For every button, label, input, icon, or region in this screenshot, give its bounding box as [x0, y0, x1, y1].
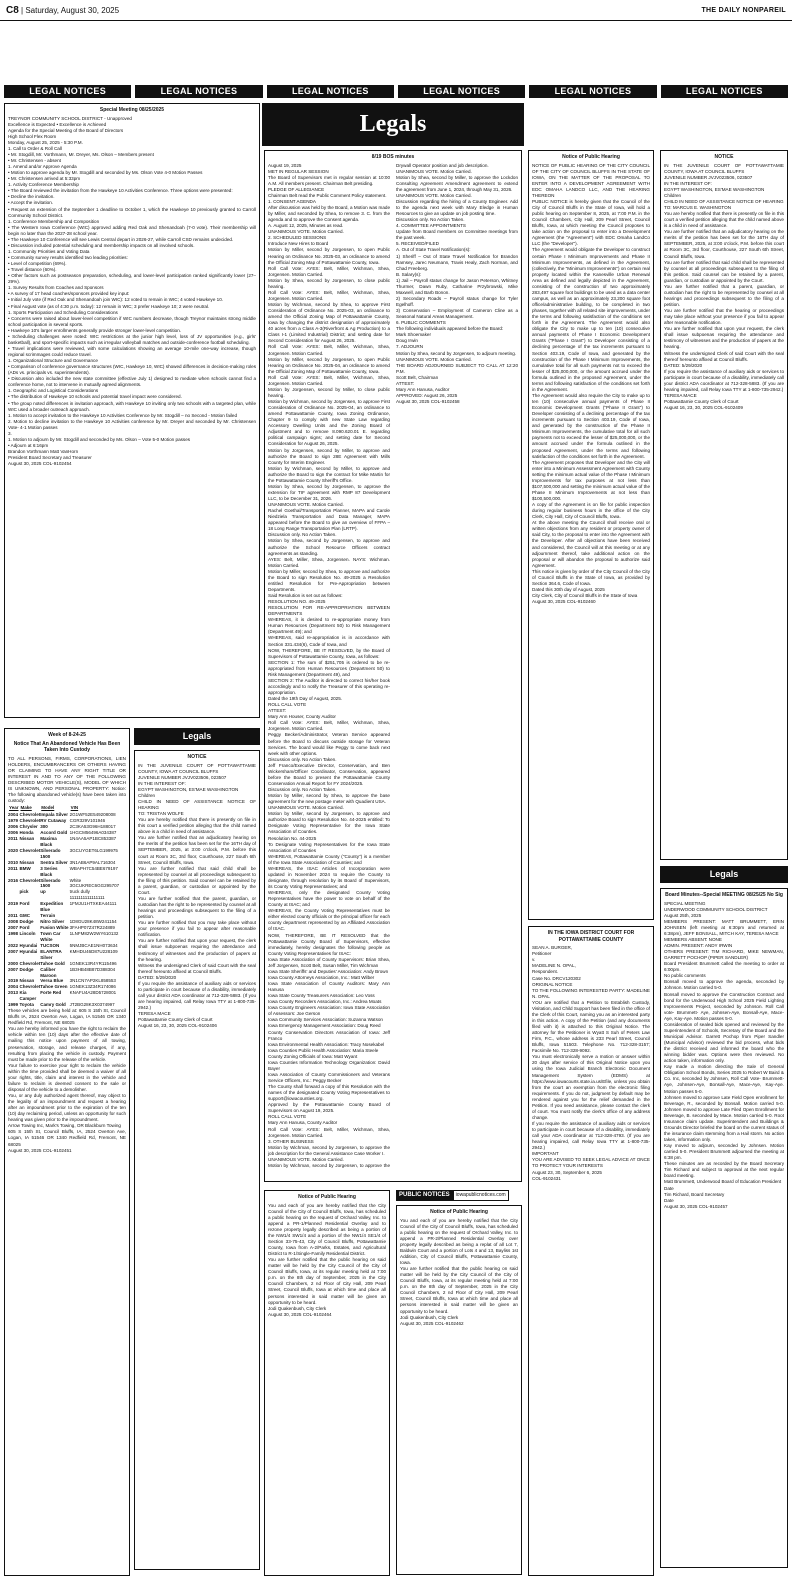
notice-title: Notice of Public Hearing: [430, 1209, 488, 1215]
table-cell: 2006: [8, 830, 19, 836]
masthead: [0, 0, 792, 20]
table-cell: 2022: [8, 942, 19, 948]
column-1-lower: [4, 728, 130, 1579]
notice-body: SEAN A. BURGER, Petitioner v. MADELINE N. OPAL, Respondent. Case No. DRCV120302 ORIGINAL NOTICE TO THE FOLLOWING INTERESTED PARTY: MADELINE N. OPAL YOU are notified that a Petition to Establish Custody, Visitation, and Child Support has been filed in the office of the Clerk of this Court, naming you as an interested party in this action. A copy of the Petition (and any documents filed with it) is attached to this Original Notice. The attorney for the Petitioner is Wyatt S Suh of Peters Law Firm, P.C., whose address is 233 Pearl Street, Council Bluffs, Iowa 51503. Telephone No. 712-328-3157; Facsimile No. 712-328-9092. You must electronically serve a motion or answer within 20 days after service of this Original Notice upon you using the Iowa Judicial Branch Electronic Document Management System (EDMS) at https://www.iowacourts.state.ia.us/Efile, unless you obtain from the court an exemption from the electronic filing requirements. If you do not, judgment by default may be rendered against you for the relief demanded in the Petition. If you need assistance, please contact the clerk of court. You must notify the clerk's office of any address change. If you require the assistance of auxiliary aids or services to participate in court because of a disability, immediately call your ADA coordinator at 712-328-4793. (If you are hearing impaired, call Relay Iowa TTY at 1-800-735-2942.) IMPORTANT YOU ARE ADVISED TO SEEK LEGAL ADVICE AT ONCE TO PROTECT YOUR INTERESTS August 23, 30, September 6, 2025 COL-9102431: [532, 945, 650, 1181]
table-cell: GMC: [19, 913, 31, 919]
table-cell: 1LNFM82W2WY610132: [69, 930, 119, 936]
notice-district-court: [528, 926, 654, 1576]
table-cell: KNAFU4A28D5728001: [69, 990, 117, 996]
newspaper-brand: THE DAILY NONPAREIL: [701, 6, 786, 14]
table-cell: WBAPH7C54BE679197: [69, 865, 118, 871]
table-row: [8, 866, 126, 878]
table-cell: truck dully 1111111111111111: [69, 889, 105, 901]
table-cell: 2007: [8, 925, 19, 931]
table-cell: 3N1AB6AP9AL716304: [69, 859, 116, 865]
table-cell: Nissan: [19, 859, 35, 865]
section-header: LEGAL NOTICES: [661, 85, 788, 98]
notice-body: IN THE JUVENILE COURT OF POTTAWATTAMIE COUNTY, IOWA AT COUNCIL BLUFFS JUVENILE NUMBER JVJV023506, 023507 IN THE INTEREST OF: EGYPT WASHINGTON, ES'MAE WASHINGTON Children CHILD IN NEED OF ASSISTANCE NOTICE OF HEARING TO: TRISTAN WOLFE You are hereby notified that there is presently on file in this court a verified petition alleging that the child named above is a child in need of assistance. You are further notified that an adjudicatory hearing on the merits of the petition has been set for the 16TH day of SEPTEMBER, 2025, at 3:00 o'clock, P.M. before this court at Room 3C, 3rd floor, Courthouse, 227 South 6th Street, Council Bluffs, Iowa. You are further notified that said child shall be represented by counsel at all proceedings subsequent to the filing of this petition. Said counsel can be retained by a parent, guardian, or custodian or appointed by the Court. You are further notified that the parent, guardian, or custodian has the right to be represented by counsel at all hearings and proceedings subsequent to the filing of a petition. You are further notified that you may take place without your presence if you fail to appear after reasonable notification. You are further notified that upon your request, the clerk shall issue subpoenas requiring the attendance and testimony of witnesses and the production of papers at the hearing. Witness the undersigned Clerk of said Court with the seal thereof hereunto affixed at Council Bluffs. DATED: 5/29/2020 If you require the assistance of auxiliary aids or services to participate in court because of a disability, immediately call your district ADA coordinator at 712-328-5883. (If you are hearing impaired, call Relay Iowa TTY at 1-800-735-2942.) TERESA MACE Pottawattamie County Clerk of Court August 16, 23, 30, 2025 COL-9102406: [138, 762, 256, 1029]
table-cell: BMW: [19, 865, 31, 871]
table-cell: KMHDU46D87U228109: [69, 948, 118, 954]
table-cell: Chrysler: [19, 824, 38, 830]
table-cell: 1999: [8, 1002, 19, 1008]
masthead-rule: [0, 20, 792, 21]
column-4-lower: [396, 1190, 522, 1579]
table-cell: Forte Red: [40, 990, 62, 996]
table-cell: White 3GCUKREC6GG295707: [69, 877, 120, 889]
table-cell: 3N1CN7AP2KL858553: [69, 978, 116, 984]
table-cell: Tahoe Green: [40, 984, 68, 990]
table-cell: CGR329V101946: [69, 818, 106, 824]
notice-development-hearing: [528, 150, 654, 920]
table-cell: Chevrolet: [19, 877, 41, 883]
notice-body: IN THE JUVENILE COURT OF POTTAWATTAMIE COUNTY, IOWA AT COUNCIL BLUFFS JUVENILE NUMBER JVJV023506, 023507 IN THE INTEREST OF: EGYPT WASHINGTON, ES'MAE WASHINGTON Children CHILD IN NEED OF ASSISTANCE NOTICE OF HEARING TO: MARCUS E. WASHINGTON You are hereby notified that there is presently on file in this court a verified petition alleging that the child named above is a child in need of assistance. You are further notified that an adjudicatory hearing on the merits of the petition has been set for the 16TH day of SEPTEMBER, 2025, at 3:00 o'clock, P.M. before this court at Room 3C, 3rd floor, Courthouse, 227 South 6th Street, Council Bluffs, Iowa. You are further notified that said child shall be represented by counsel at all proceedings subsequent to the filing of this petition. Said counsel can be retained by a parent, guardian, or custodian or appointed by the Court. You are further notified that a parent, guardian, or custodian has the right to be represented by counsel at all hearings and proceedings subsequent to the filing of a petition. You are further notified that the hearing or proceedings may take place without your presence if you fail to appear after reasonable notification. You are further notified that upon your request, the clerk shall issue subpoenas requiring the attendance and testimony of witnesses and the production of papers at the hearing. Witness the undersigned Clerk of said Court with the seal thereof hereunto affixed at Council Bluffs. DATED: 5/29/2020 If you require the assistance of auxiliary aids or services to participate in court because of a disability, immediately call your district ADA coordinator at 712-328-5883. (If you are hearing impaired, call Relay Iowa TTY at 1-800-735-2942.) TERESA MACE Pottawattamie County Clerk of Court August 16, 23, 30, 2025 COL-9102409: [664, 162, 784, 411]
table-cell: Silverado 1500: [40, 877, 61, 889]
legals-banner-small: Legals: [134, 728, 260, 745]
table-cell: 2019: [8, 978, 19, 984]
section-header: LEGAL NOTICES: [398, 85, 525, 98]
table-cell: Camry Gold: [40, 1002, 66, 1008]
table-cell: Kia: [19, 990, 27, 996]
notice-abandoned-vehicles: [4, 728, 130, 1576]
notice-body: August 19, 2025 MET IN REGULAR SESSION The Board of Supervisors met in regular session at 10:00 A.M. All members present. Chairman Belt presiding. PLEDGE OF ALLEGIANCE Chairman Belt read the Public Comment Policy statement. 1. CONSENT AGENDA After discussion was held by the Board, a Motion was made by Miller, and seconded by Shea, to remove 3. C. from the agenda and to approve the Consent agenda. A. August 12, 2025, Minutes as read. UNANIMOUS VOTE. Motion Carried. 2. SCHEDULED SESSIONS Introduce New Hires to Board Motion by Miller, second by Jorgensen, to open Public Hearing on Ordinance No. 2025-03, an ordinance to amend the Official Zoning Map of Pottawattamie County, Iowa. Roll Call Vote: AYES: Belt, Miller, Wichman, Shea, Jorgensen. Motion Carried. Motion by Shea, second by Jorgensen, to close public hearing. Roll Call Vote: AYES: Belt, Miller, Wichman, Shea, Jorgensen. Motion Carried. Motion by Wichman, second by Shea, to approve First Consideration of Ordinance No. 2025-03, an ordinance to amend the Official Zoning Map of Pottawattamie County, Iowa by changing the district designation of approximately 40 acres from a Class A-3(Riverfront & Ag Production) to a Class I-1 (Limited Industrial) District; and setting date for Second Consideration for August 26, 2025. Roll Call Vote: AYES: Belt, Miller, Wichman, Shea, Jorgensen. Motion Carried. Motion by Miller, second by Jorgensen, to open Public Hearing on Ordinance No. 2025-04, an ordinance to amend the Official Zoning Map of Pottawattamie County, Iowa. Roll Call Vote: AYES: Belt, Miller, Wichman, Shea, Jorgensen. Motion Carried. Motion by Jorgensen, second by Miller, to close public hearing. Motion by Wichman, second by Jorgensen, to approve First Consideration of Ordinance No. 2025-04, an ordinance to amend Pottawattamie County, Iowa Zoning Ordinance, Chapter 9 to comply with new State Law regarding Accessory Dwelling Units and the Zoning Board of Adjustment and to remove 8.090.620.01 E. regarding political campaign signs; and setting date for Second Consideration for August 26, 2025. Motion by Jorgensen, second by Miller, to approve and authorize the Board to sign 28E Agreement with Mills County for Interim Engineer. Motion by Wichman, second by Miller, to approve and authorize the Board to sign the contract for Mike Martin for the Pottawattamie County Sheriff's Office. Motion by Shea, second by Jorgensen, to approve the extension for TIF agreement with RMP 87 Development LLC, to be December 31, 2026. UNANIMOUS VOTE. Motion Carried. Rachel Goethal/Transportation Planner, MAPA and Carole Niedziela Transportation and Data Manager, MAPA appeared before the Board to give an overview of FFPA – 18 Long Range Transportation Plan (LRTP). Discussion only. No Action Taken. Motion by Shea, second by Jorgensen, to approve and authorize the School Resource Officers contract agreements as standing. AYES: Belt, Miller, Shea, Jorgensen. NAYS: Wichman. Motion Carried. Motion by Miller, second by Shea, to approve and authorize the Board to sign Resolution No. 49-2025 a Resolution entitled Resolution for Pre-Appropriation between Departments. Said Resolution is set out as follows: RESOLUTION NO. 49-2025 RESOLUTION FOR RE-APPROPRIATION BETWEEN DEPARTMENTS WHEREAS, it is desired to re-appropriate money from Human Resources (Department 50) to Risk Management (Department 49); and WHEREAS, said re-appropriation is in accordance with Section 331.434(6), Code of Iowa, and NOW, THEREFORE, BE IT RESOLVED, by the Board of Supervisors of Pottawattamie County, Iowa, as follows: SECTION 1: The sum of $251,705 is ordered to be re-appropriated from Human Resources (Department 50) to Risk Management (Department 49), and SECTION 2: The Auditor is directed to correct his/her book accordingly and to notify the Treasurer of this operating re-appropriation. Dated the 19th Day of August, 2025. ROLL CALL VOTE ATTEST: Mary Ann Houser, County Auditor Roll Call Vote: AYES: Belt, Miller, Wichman, Shea, Jorgensen. Motion Carried. Peggy Becker/Administrator, Veteran Service appeared before the Board to discuss outside storage for Veteran Services. The board would like Peggy to come back next week with other options. Discussion only. No Action Taken. Jeff Franco/Executive Director, Conservation, and Ben Wickersham/Officer Coordinator, Conservation, appeared before the Board to present the Pottawattamie County Conservation Annual Report for FY 2024/2025. Discussion only. No Action Taken. Motion by Miller, second by Shea, to approve the base agreement for the new postage meter with Quadient USA. UNANIMOUS VOTE. Motion Carried. Motion by Miller, second by Jorgensen, to approve and authorize Board to sign Resolution No. 44-2025 entitled: To Designate Voting Representative for the Iowa State Association of Counties. Resolution No. 44-2025 To Designate Voting Representatives for the Iowa State Association of Counties WHEREAS, Pottawattamie County ("County") is a member of the Iowa State Association of Counties; and WHEREAS, the ISAC Articles of Incorporation were updated in November 2024 to require the County to designate, through resolution by its Board of Supervisors, its County Voting Representatives; and WHEREAS, only the designated County Voting Representatives have the power to vote on behalf of the County at ISAC; and WHEREAS, the County Voting Representatives must be either elected county officials or the principal officer for each county department represented by an Affiliated Association of ISAC. NOW, THEREFORE, BE IT RESOLVED that the Pottawattamie County Board of Supervisors, effective immediately, hereby designates the following people as County Voting Representatives for ISAC: Iowa State Association of County Supervisors: Brian Shea, Jeff Jorgensen, Scott Belt, Susan Miller, Tim Wichman Iowa State Sheriffs' and Deputies' Association: Andy Brown Iowa County Attorneys Association, Inc.: Matt Wilber Iowa State Association of County Auditors: Mary Ann Hanusa Iowa State County Treasurers Association: Leo Voss Iowa County Recorders Association, Inc.: Andrea Moats Iowa County Engineers Association: Iowa State Association of Assessors: Joe Gerson Iowa Community Services Association: Suzanna Watson Iowa Emergency Management Association: Doug Reed County Conservation Directors Association of Iowa: Jeff Franco Iowa Environmental Health Association: Tracy Nosekabel Iowa Counties Public Health Association: Maria Steele County Zoning Officials of Iowa: Matt Wyant Iowa Counties Information Technology Organization: David Bayer Iowa Association of County Commissioners and Veterans Service Officers, Inc.: Peggy Becker The County shall forward a copy of this Resolution with the names of the designated County Voting Representatives to support@iowacounties.org. Approved by the Pottawattamie County Board of Supervisors on August 19, 2025. ROLL CALL VOTE Mary Ann Hanusa, County Auditor Roll Call Vote: AYES: Belt, Miller, Wichman, Shea, Jorgensen. Motion Carried. 3. OTHER BUSINESS Motion by Wichman, second by Jorgensen, to approve the job description for the General Assistance Case Worker I. UNANIMOUS VOTE. Motion Carried. Motion by Wichman, second by Jorgensen, to approve the Drywall Operator position and job description. UNANIMOUS VOTE. Motion Carried. Motion by Shea, second by Miller, to approve the Lockdon Consulting Agreement Amendment agreement to extend the agreement from June 1, 2024, through May 31, 2026. UNANIMOUS VOTE. Motion Carried. Discussion regarding the hiring of a County Engineer. Add to the agenda next week with Mary Eledge in Human Resources to give an update on job posting time. Discussion only. No Action Taken. 4. COMMITTEE APPOINTMENTS Update from Board members on Committee meetings from the past week. 5. RECEIVED/FILED A. Out of State Travel Notification(s): 1) Sheriff – Out of State Travel Notification for Brandon Ramsey, Jarec Neumann, Travis Healy, Zach Norman, and Chad Freeberg. B. Salary(s): 1) Jail – Payroll status change for Jason Peterson, Whitney Thurmer, Dawn Ruby, Catharine Przybrowski, Mike Maxwell, and Barb Bonon. 2) Secondary Roads – Payroll status change for Tyler Egelhoff. 3) Conservation – Employment of Cameron Cline as a Seasonal Natural Areas Management. 6. PUBLIC COMMENTS The following individuals appeared before the Board: Mark Shoemaker Doug Irwin 7. ADJOURN Motion by Shea, second by Jorgensen, to adjourn meeting. UNANIMOUS VOTE. Motion Carried. THE BOARD ADJOURNED SUBJECT TO CALL AT 12:20 P.M. Scott Belt, Chairman ATTEST: Mary Ann Hanusa, Auditor APPROVED: August 26, 2025 August 30, 2025 COL-9102458: [268, 162, 518, 1168]
table-cell: Nissan: [19, 835, 35, 841]
page-number: C8: [6, 4, 19, 16]
table-row: [8, 878, 126, 890]
table-cell: Silverado 1500: [40, 847, 61, 859]
table-cell: 2016: [8, 877, 19, 883]
table-cell: Sentra Silver: [40, 859, 68, 865]
notice-board-minutes: [660, 888, 788, 1568]
notice-body: You and each of you are hereby notified that the City Council of the City of Council Bluffs, Iowa, has scheduled a public hearing on the request of Orchard Valley, Inc. to append a PR-2/Planned Residential Overlay over property legally described as being a replat of all Lot 7, Baldwin Court and a portion of Lots 4 and 13, Bayliss 1st Addition, City of Council Bluffs, Pottawattamie County, Iowa. You are further notified that the public hearing on said matter will be held by the City Council of the City of Council Bluffs, Iowa, at its regular meeting held at 7:00 p.m. on the 8th day of September, 2025 in the City Council Chambers, 2 nd Floor of City Hall, 209 Pearl Street, Council Bluffs, Iowa at which time and place all persons interested in said matter will be given an opportunity to be heard. Jodi Quakenbush, City Clerk August 30, 2025 COL-9102462: [400, 1217, 518, 1326]
table-cell: 2004: [8, 812, 19, 818]
table-cell: 2006: [8, 824, 19, 830]
notice-public-hearing-b: [396, 1205, 522, 1575]
notice-body: NOTICE OF PUBLIC HEARING OF THE CITY COUNCIL OF THE CITY OF COUNCIL BLUFFS IN THE STATE OF IOWA, ON THE MATTER OF THE PROPOSAL TO ENTER INTO A DEVELOPMENT AGREEMENT WITH EDC OMAHA LANDCO LLC, AND THE HEARING THEREON PUBLIC NOTICE is hereby given that the Council of the City of Council Bluffs in the State of Iowa, will hold a public hearing on September 8, 2025, at 7:00 P.M. in the Council Chambers, City Hall, 209 Pearl Street, Council Bluffs, Iowa, at which meeting the Council proposes to take action on the proposal to enter into a Development Agreement (the "Agreement") with EDC Omaha LandCo LLC (the "Developer"). The Agreement would obligate the Developer to construct certain Phase I Minimum Improvements and Phase II Minimum Improvements, as defined in the Agreement, (collectively, the "Minimum Improvements") on certain real property located within the Kanesville Urban Renewal Area as defined and legally depicted in the Agreement, consisting of the construction of two approximately 283,497 square foot buildings to be used as a data center campus, as well as an approximately 23,200 square foot office/administrative building, to be completed in two phases, together with all related site improvements, under the terms and following satisfaction of the conditions set forth in the Agreement. The Agreement would also obligate the City to make up to ten (10) consecutive annual payments of Phase I Economic Development Grants ("Phase I Grant") to Developer consisting of a declining percentage of the tax increments pursuant to Section 403.19, Code of Iowa, and generated by the construction of the Phase I Minimum Improvements, the cumulative total for all such payments not to exceed the lesser of $25,000,000, or the amount accrued under the formula outlined in the proposed Agreement, under the terms and following satisfaction of the conditions set forth in the Agreement. The Agreement would also require the City to make up to ten (10) consecutive annual payments of Phase II Economic Development Grants ("Phase II Grant") to Developer consisting of a declining percentage of the tax increments pursuant to Section 403.19, Code of Iowa, and generated by the construction of the Phase II Minimum Improvements, the cumulative total for all such payments not to exceed the lesser of $25,000,000, or the amount accrued under the formula outlined in the proposed Agreement, under the terms and following satisfaction of the conditions set forth in the Agreement. The Agreement proposes that Developer and the City will enter into a Minimum Assessment Agreement with County setting the minimum actual value of the Phase I Minimum Improvements for tax purposes at not less than $107,500,000 and setting the minimum actual value of the Phase II Minimum Improvements at not less than $100,500,000. A copy of the Agreement is on file for public inspection during regular business hours in the office of the City Clerk, City Hall, City of Council Bluffs, Iowa. At the above meeting the Council shall receive oral or written objections from any resident or property owner of said City, to the proposal to enter into the Agreement with the Developer. After all objections have been received and considered, the Council will at this meeting or at any adjournment thereof, take additional action on the proposal or will abandon the proposal to authorize said Agreement. This notice is given by order of the City Council of the City of Council Bluffs in the State of Iowa, as provided by Section 364.6, Code of Iowa. Dated this 30th day of August, 2025 City Clerk, City of Council Bluffs in the State of Iowa August 30, 2025 COL-9102460: [532, 162, 650, 605]
table-cell: Town Car White: [40, 930, 61, 942]
notice-body: These vehicles are being held at: 605 S 15th St, Council Bluffs IA, 2524 Overton Ave, Logan, IA 51546 OR 1340 Redfield Rd, Fremont, NE 68025 You are hereby informed you have the right to reclaim the vehicle within ten (10) days after the effective date of mailing this notice upon payment of all towing, preservation, storage, and release charges, if any, resulting from placing the vehicle in custody. Payment must be made prior to the release of the vehicle. Your failure to exercise your right to reclaim the vehicle within the time provided shall be deemed a waiver of all your rights, title, claim and interest in the vehicle and failure to reclaim is deemed consent to the sale or disposal of the vehicle to a demolisher. You, or any duly authorized agent thereof, may object to the legality of an impoundment and request a hearing after an impoundment prior to the expiration of the ten (10) day reclaiming period, unless an opportunity for such hearing was given prior to the impoundment. Arrow Towing Inc, Mark's Towing, OR Blackburn Towing 605 S 15th St, Council Bluffs, IA, 2524 Overton Ave, Logan, IA 51546 OR 1340 Redfield Rd, Fremont, NE 68025 August 30, 2025 COL-9102451: [8, 1008, 126, 1153]
table-cell: 1GNEK13Z34R174086: [69, 984, 116, 990]
table-cell: Nissan: [19, 978, 35, 984]
notice-bos-minutes: [264, 150, 522, 1182]
notice-title: Notice of Public Hearing: [562, 154, 620, 160]
table-cell: 3FAHP07Z47R224889: [69, 925, 115, 931]
table-cell: 2020: [8, 847, 19, 853]
table-cell: Terrain: [40, 913, 56, 919]
notice-juvenile-tristan: [134, 750, 260, 1570]
col-header: Model: [41, 805, 55, 811]
table-row: [8, 901, 126, 913]
public-notices-bar: [396, 1190, 522, 1201]
table-cell: 1D8GU28K48W241154: [69, 919, 117, 925]
table-cell: Dodge: [19, 919, 34, 925]
table-cell: Chevrolet: [19, 812, 41, 818]
column-3-4: [264, 150, 522, 1185]
dateline: Saturday, August 30, 2025: [25, 5, 120, 15]
table-cell: Versa Blue: [40, 978, 64, 984]
table-cell: 2C3KA53G96H188017: [69, 824, 116, 830]
table-cell: Nitro Silver: [40, 919, 65, 925]
table-cell: Chevrolet: [19, 960, 41, 966]
notice-title: Board Minutes--Special MEETING 08/25/25 No Sig: [665, 892, 783, 898]
table-cell: Toyota: [19, 1002, 34, 1008]
table-cell: 2000: [8, 960, 19, 966]
table-cell: ELANTRA Silver: [40, 948, 62, 960]
table-cell: Accord Gold: [40, 830, 68, 836]
table-cell: 3 Series Black: [40, 865, 58, 877]
table-cell: 2011: [8, 913, 18, 919]
public-notices-url[interactable]: iowapublicnotices.com: [453, 1190, 509, 1201]
notice-body: You and each of you are hereby notified that the City Council of the City of Council Bluffs, Iowa, has scheduled a public hearing on the request of Orchard Valley, Inc. to append a PR-1/Planned Residential Overlay and to rezone property legally described as being a portion of the NW1/4 SW1/4 and a portion of the NW1/4 SE1/4 of Section 33-75-43, City of Council Bluffs, Pottawattamie County, Iowa from A-2/Parks, Estates, and Agricultural District to R-1/Single-Family Residential District. You are further notified that the public hearing on said matter will be held by the City Council of the City of Council Bluffs, Iowa, at its regular meeting held at 7:00 p.m. on the 8th day of September, 2025 in the City Council Chambers, 2 nd Floor of City Hall, 209 Pearl Street, Council Bluffs, Iowa at which time and place all persons interested in said matter will be given an opportunity to be heard. Jodi Quakenbush, City Clerk August 30, 2025 COL-9102464: [268, 1202, 386, 1317]
table-cell: Chevrolet: [19, 818, 41, 824]
section-header: LEGAL NOTICES: [267, 85, 394, 98]
table-cell: 2007: [8, 948, 19, 954]
legals-banner-small: Legals: [660, 866, 788, 883]
section-header: LEGAL NOTICES: [135, 85, 262, 98]
table-cell: Hyundai: [19, 948, 38, 954]
notice-body: TREYNOR COMMUNITY SCHOOL DISTRICT - Unapproved Excellence is Expected • Excellence is Achieved Agenda for the Special Meeting of the Board of Directors High School Flex Room Monday, August 25, 2025 - 5:30 P.M. 1. Call to Order & Roll Call • Mr. Stogdill, Mr. Vorthmann, Mr. Dreyer, Ms. Olson – Members present • Mr. Christensen - absent 1. Amend and/or Approve Agenda • Motion to approve agenda by Mr. Stogdill and seconded by Ms. Olson Vote 4-0 Motion Passes • Mr. Christensen arrived at 5:33pm 1. Activity Conference Membership • The Board reviewed the invitation from the Hawkeye 10 Activities Conference. Three options were presented: • Decline the invitation. • Accept the invitation. • Request an extension of the September 1 deadline to October 1, which the Hawkeye 10 previously granted to Carroll Community School District. 1. Conference Membership and Composition • The Western Iowa Conference (WIC) approved adding Red Oak and Shenandoah (7-0 vote). Their membership will begin no later than the 2027-28 school year. • The Hawkeye 10 Conference will see Lewis Central depart in 2026-27, while Carroll CSD remains undecided. • Discussion included potential scheduling and membership impacts on all involved schools. 1. Community Priorities and Voting Data • Community survey results identified two leading priorities: • Level of competition (69%). • Travel distance (60%). • Other factors such as postseason preparation, scheduling, and lower-level participation ranked significantly lower (27–29%). 1. Survey Results from Coaches and Sponsors • A survey of 17 head coaches/sponsors provided key input: • Initial July vote (if Red Oak and Shenandoah join WIC): 12 voted to remain in WIC; 4 voted Hawkeye 10. • Final August vote (as of 4:30 p.m. today): 12 remain in WIC; 3 prefer Hawkeye 10; 2 were neutral. 1. Sports Participation and Scheduling Considerations • Concerns were raised about lower-level competition if WIC numbers decrease, though Treynor maintains strong middle school participation in several sports. • Hawkeye 10's larger enrollments generally provide stronger lower-level competition. • Scheduling challenges were noted: WIC restrictions at the junior high level, loss of JV opportunities (e.g., girls' basketball), and sport-specific impacts such as irregular volleyball matches and outside-conference football scheduling. • Travel implications were reviewed, with some calculations showing an average 10-mile one-way increase, though regional scrimmages could reduce travel. 1. Organizational Structure and Governance • Comparison of conference governance structures (WIC, Hawkeye 10, WIC) showed differences in decision-making roles (ADs vs. principals vs. superintendents). • Discussion also included the new state committee (effective July 1) designed to mediate when schools cannot find a conference home, not to intervene in mutually agreed alignments. 1. Geographic and Logistical Considerations • The distribution of Hawkeye 10 schools and potential travel impact were considered. • The group noted differences in invitation approach, with Hawkeye 10 inviting only two schools with a targeted plan, while WIC used a broader outreach approach. 1. Motion to accept invitation to the Hawkeye 10 Activities Conference by Mr. Stogdill – no Second - Motion failed 2. Motion to decline invitation to the Hawkeye 10 Activities conference by Mr. Dreyer and seconded by Mr. Christensen Vote- 4-1 Motion passes 3. 1. Motion to adjourn by Mr. Stogdill and seconded by Ms. Olson – Vote 5-0 Motion passes • Adjourn at 6:16pm Brandon Vorthmann Matt VanHorn President Board Secretary and Treasurer August 30, 2025 COL-9102454: [8, 115, 256, 467]
table-row: [8, 848, 126, 860]
notice-title: Notice of Public Hearing: [298, 1194, 356, 1200]
notice-title: IN THE IOWA DISTRICT COURT FOR POTTAWATTAMIE COUNTY: [547, 930, 635, 943]
table-cell: Fusion White: [40, 925, 69, 931]
table-cell: 300: [40, 824, 48, 830]
table-cell: up: [40, 889, 46, 895]
table-cell: RV Cutaway: [40, 818, 67, 824]
notice-week: Week of 8-24-25: [48, 732, 86, 738]
column-1: [4, 103, 260, 723]
table-cell: 1GNEK13R4YR115496: [69, 960, 117, 966]
table-cell: Expedition Blue: [40, 901, 64, 913]
table-cell: pick: [19, 889, 29, 895]
table-cell: Maxima Black: [40, 835, 57, 847]
table-cell: 2013: [8, 990, 19, 996]
col-header: Year: [9, 805, 19, 811]
table-cell: 2008: [8, 919, 19, 925]
table-cell: Tahoe Gold: [40, 960, 65, 966]
table-row: [8, 931, 126, 943]
table-cell: Caliber Maroon: [40, 966, 57, 978]
table-cell: 2G1WF52E549208008: [69, 812, 116, 818]
notice-public-hearing-a: [264, 1190, 390, 1576]
masthead-left: C8 | Saturday, August 30, 2025: [6, 4, 120, 16]
table-cell: 1998: [8, 930, 19, 936]
column-3-lower: [264, 1190, 390, 1579]
vehicle-rows: [8, 812, 126, 1008]
table-cell: 1B3HB48B87D388304: [69, 966, 116, 972]
table-cell: Hyundai: [19, 942, 38, 948]
section-header: LEGAL NOTICES: [4, 85, 131, 98]
table-cell: 2004: [8, 984, 19, 990]
col-header: VIN: [70, 805, 79, 811]
column-6: [660, 150, 788, 1579]
table-cell: JT2BG28K3X0374997: [69, 1002, 115, 1008]
notice-title: NOTICE: [714, 154, 734, 160]
table-cell: Honda: [19, 830, 34, 836]
notice-juvenile-marcus: [660, 150, 788, 860]
table-cell: 1N4AA5AP1BC853387: [69, 835, 117, 841]
table-cell: 2011: [8, 865, 18, 871]
table-cell: Ford: [19, 901, 30, 907]
table-cell: 2007: [8, 966, 19, 972]
table-cell: TUCSON: [40, 942, 60, 948]
notice-title: Special Meeting 08/25/2025: [99, 107, 165, 113]
table-cell: Chevrolet: [19, 847, 41, 853]
section-header: LEGAL NOTICES: [529, 85, 656, 98]
table-cell: 2011: [8, 835, 18, 841]
table-cell: 1HGCM56496A034387: [69, 830, 117, 836]
table-row: [8, 967, 126, 979]
table-cell: 5NMJBCAE1NH073634: [69, 942, 118, 948]
table-row: [8, 860, 126, 866]
table-cell: Chevrolet: [19, 984, 41, 990]
table-cell: Dodge: [19, 966, 34, 972]
public-notices-label: PUBLIC NOTICES: [396, 1190, 453, 1201]
table-row: [8, 836, 126, 848]
column-2-lower: [134, 728, 260, 1579]
table-cell: 1FMJU1HTXKEA44111: [69, 901, 117, 907]
table-row: [8, 889, 126, 901]
table-cell: Camper: [19, 996, 37, 1002]
table-cell: [8, 889, 20, 901]
notice-intro: TO ALL PERSONS, FIRMS, CORPORATIONS, LIEN HOLDERS, ENCUMBRANCERS OR OTHERS HAVING OR CLAIMING TO HAVE ANY RIGHT TITLE OR INTEREST IN AND TO ANY OF THE FOLLOWING DESCRIBED MOTOR VEHICLE(S), MODEL OF WHICH IS UNKNOWN, AND PERSONAL PROPERTY: Notice: The following abandoned vehicle(s) have been taken into custody:: [8, 755, 126, 804]
legals-banner: Legals: [262, 103, 524, 146]
table-cell: Lincoln: [19, 930, 36, 936]
table-cell: 3GCUYGET6LG199975: [69, 847, 118, 853]
table-cell: Ford: [19, 925, 30, 931]
notice-title: 8/19 BOS minutes: [371, 154, 415, 160]
table-cell: 2019: [8, 901, 19, 907]
notice-body: SPECIAL MEETING UNDERWOOD COMMUNITY SCHOOL DISTRICT August 25th, 2025 MEMBERS PRESENT: MATT BRUMMETT, ERIN JOHNSEN (left meeting at 6:30pm and returned at 6:38pm), JEFF BONSALL, MITCH KAY, TERESA MACE MEMBERS ABSENT: NONE ADMIN. PRESENT: ANDY IRWIN OTHERS PRESENT: TIM RICHARD, MIKE NEWMAN, GARRETT POCHOP (PIPER SANDLER) Board President Brummett called the meeting to order at 6:00pm. No public comments Bonsall moved to approve the agenda, seconded by Johnson. Motion carried 5-0. Bonsall moved to approve the Construction Contract and bond for the Underwood High School 2025 Field Lighting Improvements Project, seconded by Johnson. Roll Call vote- Brummett- Aye, Johnsen-Aye, Bonsall-Aye, Mace-Aye, Kay-Aye. Motion passes 5-0. Consideration of sealed bids opened and reviewed by the Superintendent of Schools, Secretary of the Board and the Municipal Advisor. Garrett Pochop from Piper Sandler (Municipal Advisor) reviewed the bid process, what bids the district received and informed the board who the winning bidder was. Options were then reviewed. No action taken, information only. Kay made a motion directing the Sale of General Obligation School Bonds, Series 2025 to Robert W Baird & Co. Inc, seconded by Johnsen, Roll Call Vote- Brummett- Aye, Johnsen-Aye, Bonsall-Aye, Mace-Aye, Kay-Aye. Motion passes 5-0. Johnsen moved to approve Late Field Open enrollment for Beverage, R., seconded by Bonsall. Motion carried 5-0. Johnsen moved to approve Late Filed Open Enrollment for Beverage, B. seconded by Mace. Motion carried 5-0. Root Insurance claim update. Superintendent and Buildings & Grounds Director briefed the board on the current status of the insurance claim stemming from a Hail storm. No action taken, information only. Kay moved to adjourn, seconded by Johnsen. Motion carried 5-0. President Brummett adjourned the meeting at 6:38 pm. These minutes are as recorded by the Board Secretary Tim Richard and subject to approval at the next regular board meeting. Matt Brummett, Underwood Board of Education President Date Tim Richard, Board Secretary Date August 30, 2025 COL-9102457: [664, 900, 784, 1209]
section-header-row: [4, 85, 788, 98]
table-cell: 1979: [8, 818, 19, 824]
column-5: [528, 150, 654, 1579]
notice-title: NOTICE: [187, 754, 207, 760]
vehicle-table: [8, 804, 126, 1008]
table-row: [8, 949, 126, 961]
table-cell: Impala Silver: [40, 812, 69, 818]
table-cell: 2010: [8, 859, 19, 865]
col-header: Make: [20, 805, 32, 811]
notice-school-meeting: [4, 103, 260, 718]
notice-title: Notice That An Abandoned Vehicle Has Been Taken Into Custody: [13, 740, 121, 754]
